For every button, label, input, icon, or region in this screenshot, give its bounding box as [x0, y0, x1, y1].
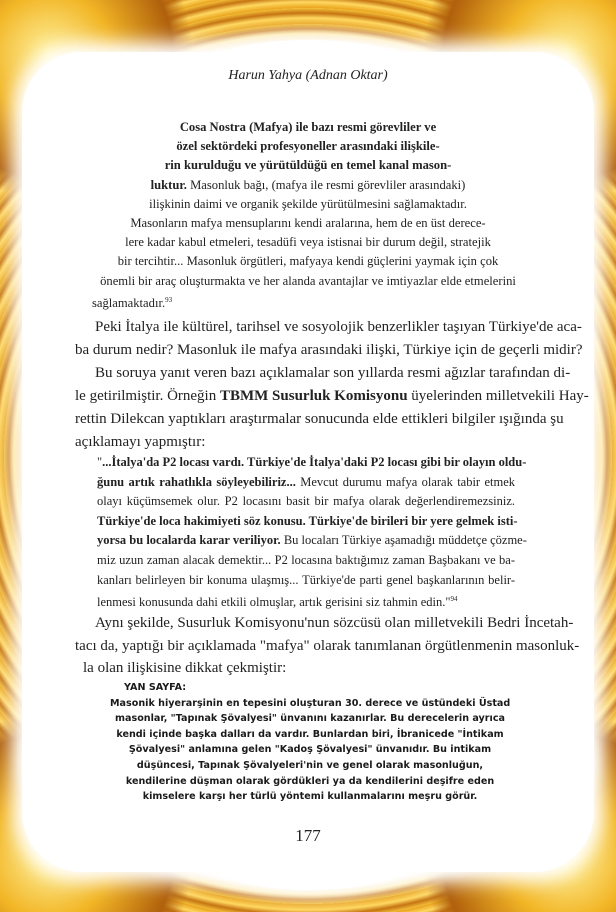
side-note-line: düşüncesi, Tapınak Şövalyeleri'nin ve genel olarak masonluğun, [136, 759, 484, 771]
body-line: tacı da, yaptığı bir açıklamada "mafya" olarak tanımlanan örgütlenmenin masonluk- [75, 637, 580, 654]
block-quote [97, 453, 527, 613]
box-line-bold: luktur. [150, 177, 187, 192]
body-line: rettin Dilekcan yaptıkları araştırmalar sonucunda elde ettikleri bilgiler ışığında şu [75, 411, 564, 427]
quote-line: miz uzun zaman alacak demektir... P2 locasına baktığımız zaman Başbakanı ve ba- [97, 552, 515, 567]
quote-line: kanları belirleyen bir konuma ulaşmış... Türkiye'de parti genel başkanlarının belir- [97, 572, 515, 587]
footnote-ref: 94 [450, 595, 458, 604]
quote-mark: " [97, 455, 103, 469]
side-note-line: Masonik hiyerarşinin en tepesini oluşturan 30. derece ve üstündeki Üstad [110, 697, 511, 709]
body-line: Peki İtalya ile kültürel, tarihsel ve sosyolojik benzerlikler taşıyan Türkiye'de aca- [95, 319, 582, 335]
footnote-ref: 93 [165, 295, 173, 304]
box-line: rin kurulduğu ve yürütüldüğü en temel kanal mason- [164, 158, 452, 173]
body-paragraph [75, 612, 580, 680]
body-line: üyelerinden milletvekili Hay- [407, 388, 589, 404]
quote-line: olayı küçümsemek olur. P2 locasını basit bir mafya olarak değerlendiremezsiniz. [97, 494, 515, 509]
box-line: ilişkinin daimi ve organik şekilde yürütülmesini sağlamaktadır. [149, 196, 467, 211]
side-note-line: kimselere karşı her türlü yöntemi kullanmalarını meşru görür. [142, 791, 478, 803]
running-header: Harun Yahya (Adnan Oktar) [228, 68, 388, 83]
box-line: önemli bir araç oluşturmakta ve her alanda avantajlar ve imtiyazlar elde etmelerini [100, 273, 516, 288]
quote-bold: ...İtalya'da P2 locası vardı. Türkiye'de İtalya'daki P2 locası gibi bir olayın oldu- [102, 455, 527, 469]
body-line: la olan ilişkisine dikkat çekmiştir: [83, 660, 287, 676]
box-line: bir tercihtir... Masonluk örgütleri, mafyaya kendi güçlerini yaymak için çok [117, 254, 499, 269]
highlight-quote [92, 118, 524, 313]
body-paragraphs [75, 316, 589, 454]
side-note-line: kendi içinde başka dalları da vardır. Bunlardan biri, İbranicede "İntikam [116, 728, 504, 740]
body-line: açıklamayı yapmıştır: [75, 434, 206, 450]
body-line: Bu soruya yanıt veren bazı açıklamalar son yıllarda resmi ağızlar tarafından di- [95, 365, 571, 381]
quote-line: Bu locaları Türkiye aşamadığı müddetçe çözme- [280, 533, 527, 548]
body-line: le getirilmiştir. Örneğin [75, 388, 220, 404]
side-note-line: Şövalyesi" anlamına gelen "Kadoş Şövalyesi" ünvanıdır. Bu intikam [128, 744, 492, 756]
box-line: Cosa Nostra (Mafya) ile bazı resmi görevliler ve [179, 120, 437, 134]
body-bold: TBMM Susurluk Komisyonu [219, 388, 408, 404]
box-line: Masonluk bağı, (mafya ile resmi görevliler arasındaki) [186, 177, 466, 192]
quote-bold: ğunu artık rahatlıkla söyleyebiliriz... [97, 474, 296, 489]
page-number: 177 [295, 826, 321, 845]
quote-bold: yorsa bu localarda karar veriliyor. [97, 533, 281, 548]
box-line: sağlamaktadır. [92, 296, 166, 311]
quote-bold: Türkiye'de loca hakimiyeti söz konusu. Türkiye'de birileri bir yere gelmek isti- [97, 513, 518, 528]
body-line: Aynı şekilde, Susurluk Komisyonu'nun sözcüsü olan milletvekili Bedri İncetah- [95, 615, 574, 631]
side-note-line: kendilerine düşman olarak gördükleri ya da kendilerini deşifre eden [125, 775, 495, 787]
side-note-title: YAN SAYFA: [124, 682, 187, 693]
box-line: Masonların mafya mensuplarını kendi aralarına, hem de en üst derece- [130, 216, 486, 231]
box-line: özel sektördeki profesyoneller arasındaki ilişkile- [176, 139, 440, 154]
box-line: lere kadar kabul etmeleri, tesadüfi veya istisnai bir durum değil, stratejik [125, 235, 491, 250]
quote-line: lenmesi konusunda dahi etkili olmuşlar, artık gerisini siz tahmin edin." [97, 595, 451, 610]
side-note [110, 680, 510, 805]
body-line: ba durum nedir? Masonluk ile mafya arasındaki ilişki, Türkiye için de geçerli midir? [75, 342, 583, 358]
quote-line: Mevcut durumu mafya olarak tabir etmek [295, 474, 515, 489]
side-note-line: masonlar, "Tapınak Şövalyesi" ünvanını kazanırlar. Bu derecelerin ayrıca [115, 713, 505, 725]
